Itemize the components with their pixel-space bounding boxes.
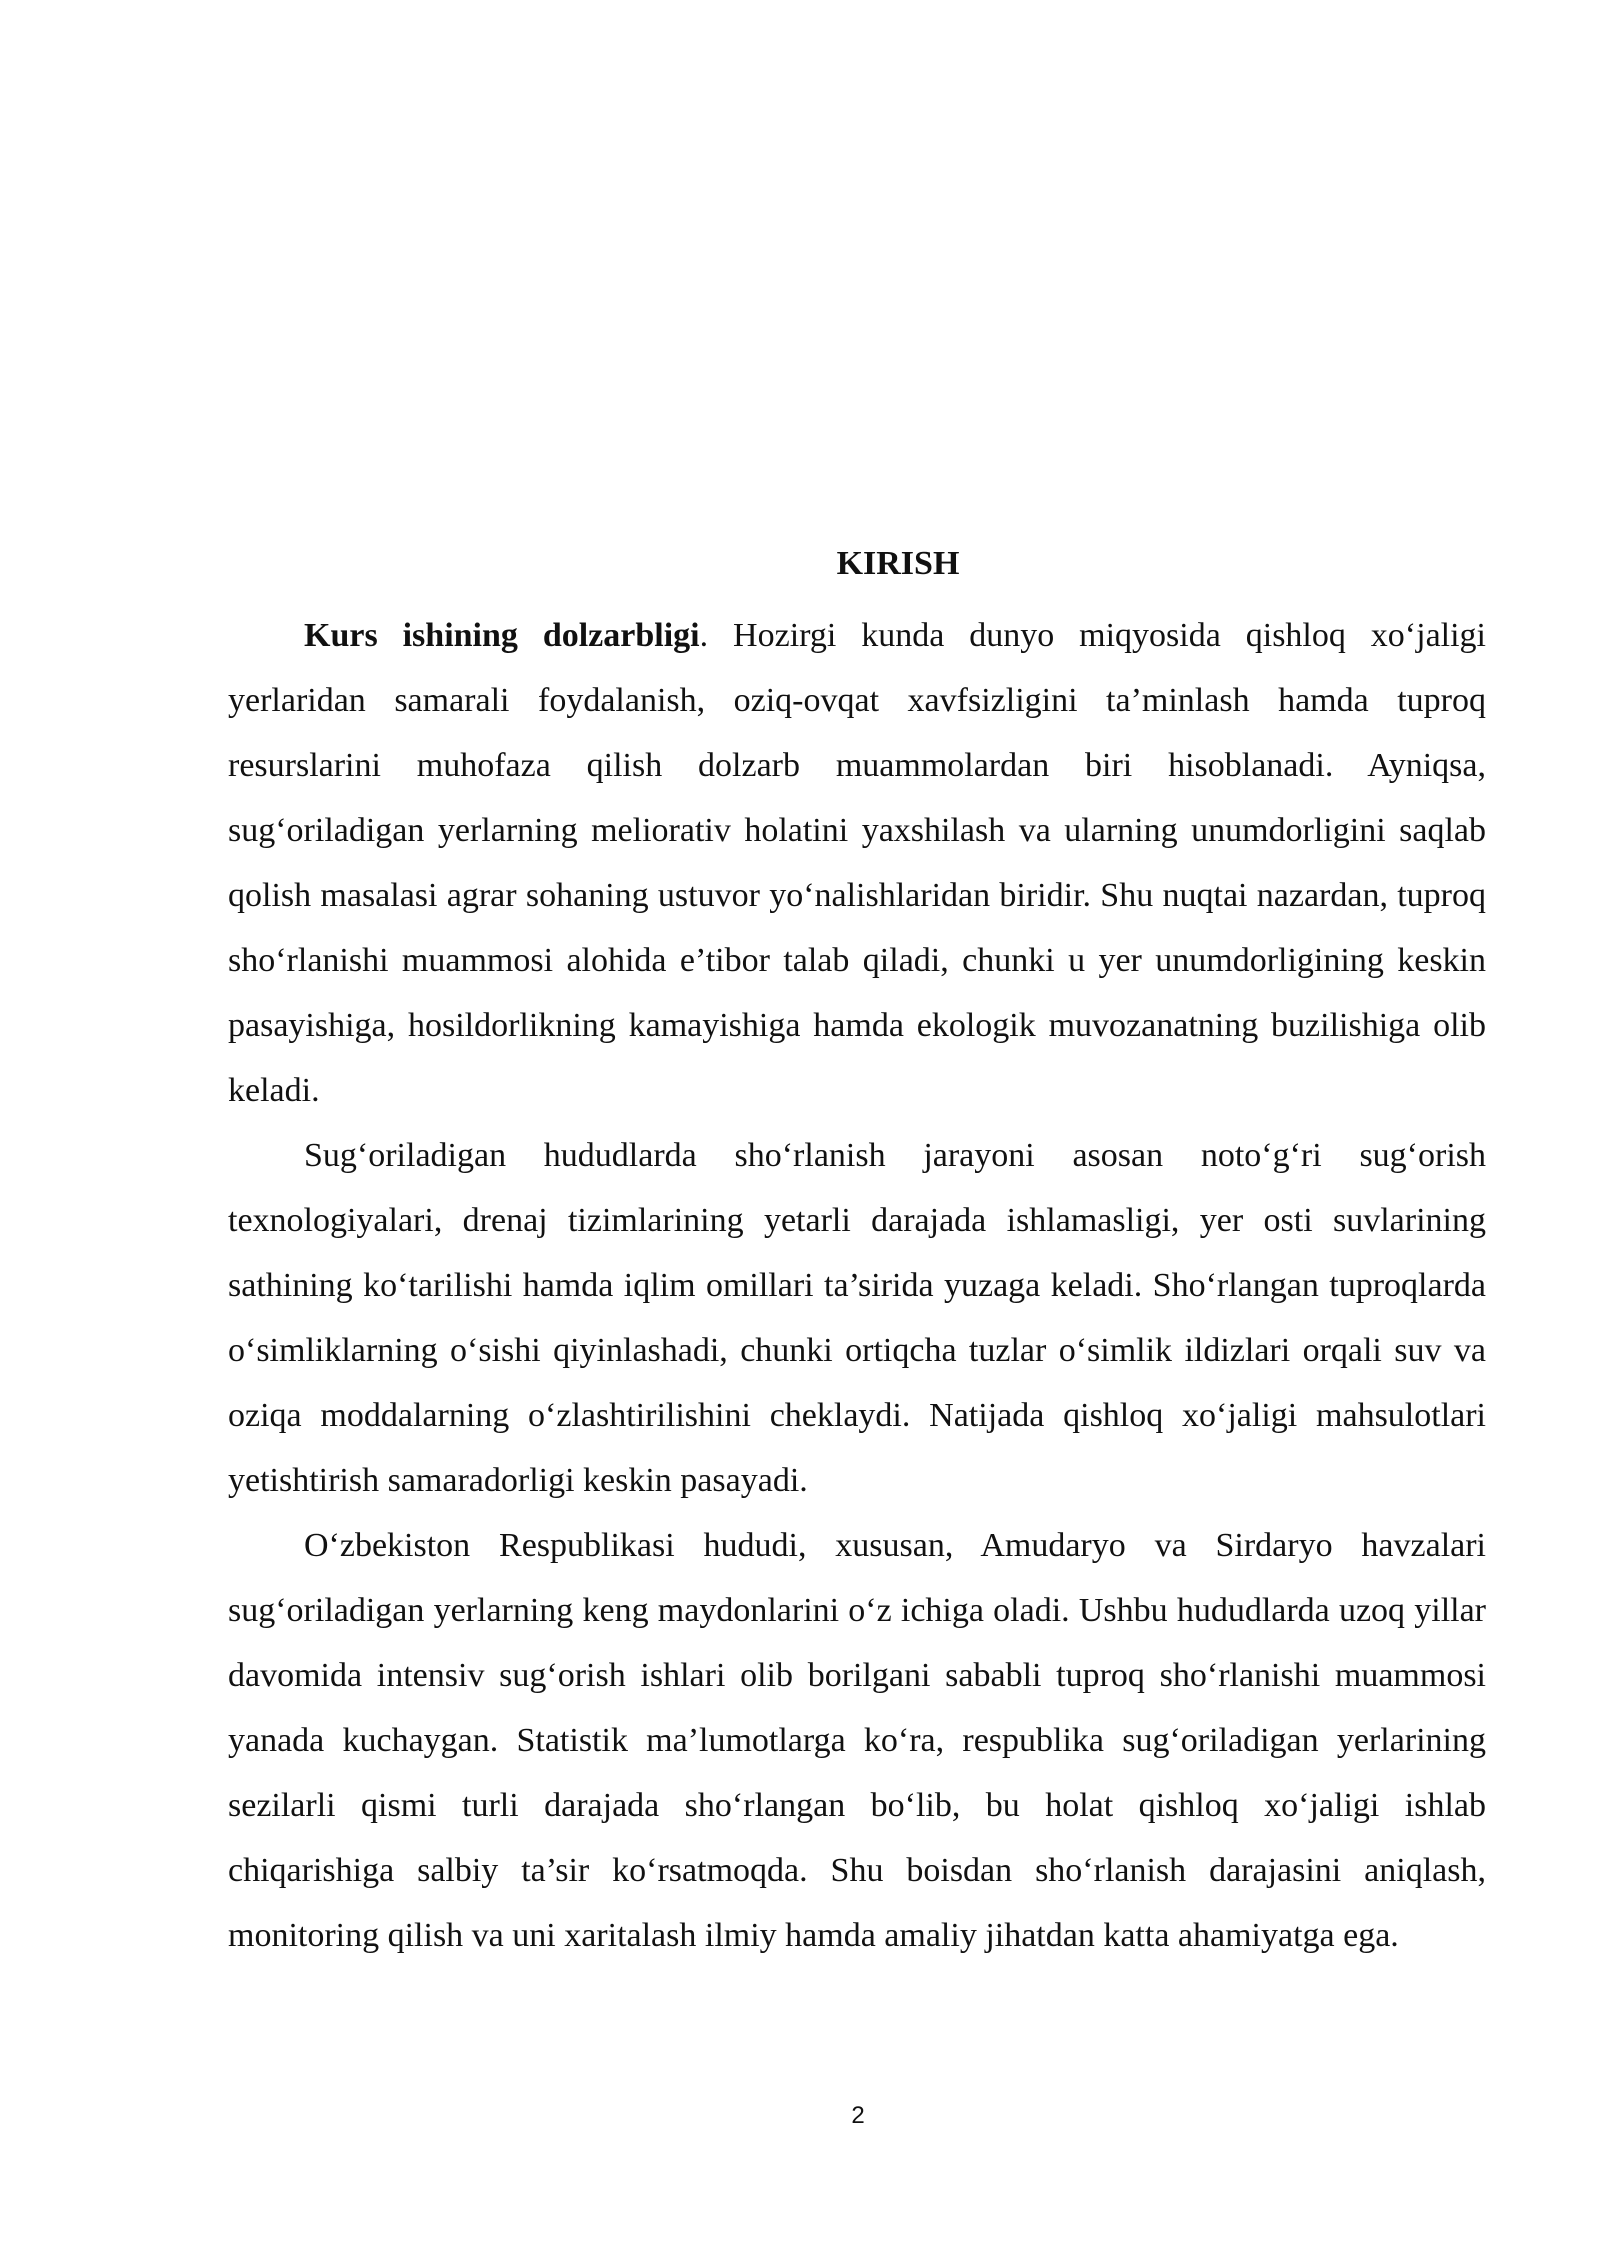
paragraph-lead: Kurs ishining dolzarbligi bbox=[304, 617, 700, 654]
paragraph-2: Sug‘oriladigan hududlarda sho‘rlanish jarayoni asosan noto‘g‘ri sug‘orish texnologiyalari, drenaj tizimlarining yetarli darajada ishlamasligi, yer osti suvlarining sathining ko‘tarilishi hamda iqlim omillari ta’sirida yuzaga keladi. Sho‘rlangan tuproqlarda o‘simliklarning o‘sishi qiyinlashadi, chunki ortiqcha tuzlar o‘simlik ildizlari orqali suv va oziqa moddalarning o‘zlashtirilishini cheklaydi. Natijada qishloq xo‘jaligi mahsulotlari yetishtirish samaradorligi keskin pasayadi. bbox=[228, 1137, 1486, 1499]
section-heading: KIRISH bbox=[836, 545, 960, 582]
paragraph-1 bbox=[228, 603, 1486, 1123]
paragraph-3: O‘zbekiston Respublikasi hududi, xususan, Amudaryo va Sirdaryo havzalari sug‘oriladigan yerlarning keng maydonlarini o‘z ichiga oladi. Ushbu hududlarda uzoq yillar davomida intensiv sug‘orish ishlari olib borilgani sababli tuproq sho‘rlanishi muammosi yanada kuchaygan. Statistik ma’lumotlarga ko‘ra, respublika sug‘oriladigan yerlarining sezilarli qismi turli darajada sho‘rlangan bo‘lib, bu holat qishloq xo‘jaligi ishlab chiqarishiga salbiy ta’sir ko‘rsatmoqda. Shu boisdan sho‘rlanish darajasini aniqlash, monitoring qilish va uni xaritalash ilmiy hamda amaliy jihatdan katta ahamiyatga ega. bbox=[228, 1527, 1486, 1954]
page-number: 2 bbox=[851, 2102, 865, 2129]
body-text bbox=[228, 603, 1486, 1968]
paragraph-text: . Hozirgi kunda dunyo miqyosida qishloq xo‘jaligi yerlaridan samarali foydalanish, oziq-ovqat xavfsizligini ta’minlash hamda tuproq resurslarini muhofaza qilish dolzarb muammolardan biri hisoblanadi. Ayniqsa, sug‘oriladigan yerlarning meliorativ holatini yaxshilash va ularning unumdorligini saqlab qolish masalasi agrar sohaning ustuvor yo‘nalishlaridan biridir. Shu nuqtai nazardan, tuproq sho‘rlanishi muammosi alohida e’tibor talab qiladi, chunki u yer unumdorligining keskin pasayishiga, hosildorlikning kamayishiga hamda ekologik muvozanatning buzilishiga olib keladi. bbox=[228, 617, 1486, 1109]
